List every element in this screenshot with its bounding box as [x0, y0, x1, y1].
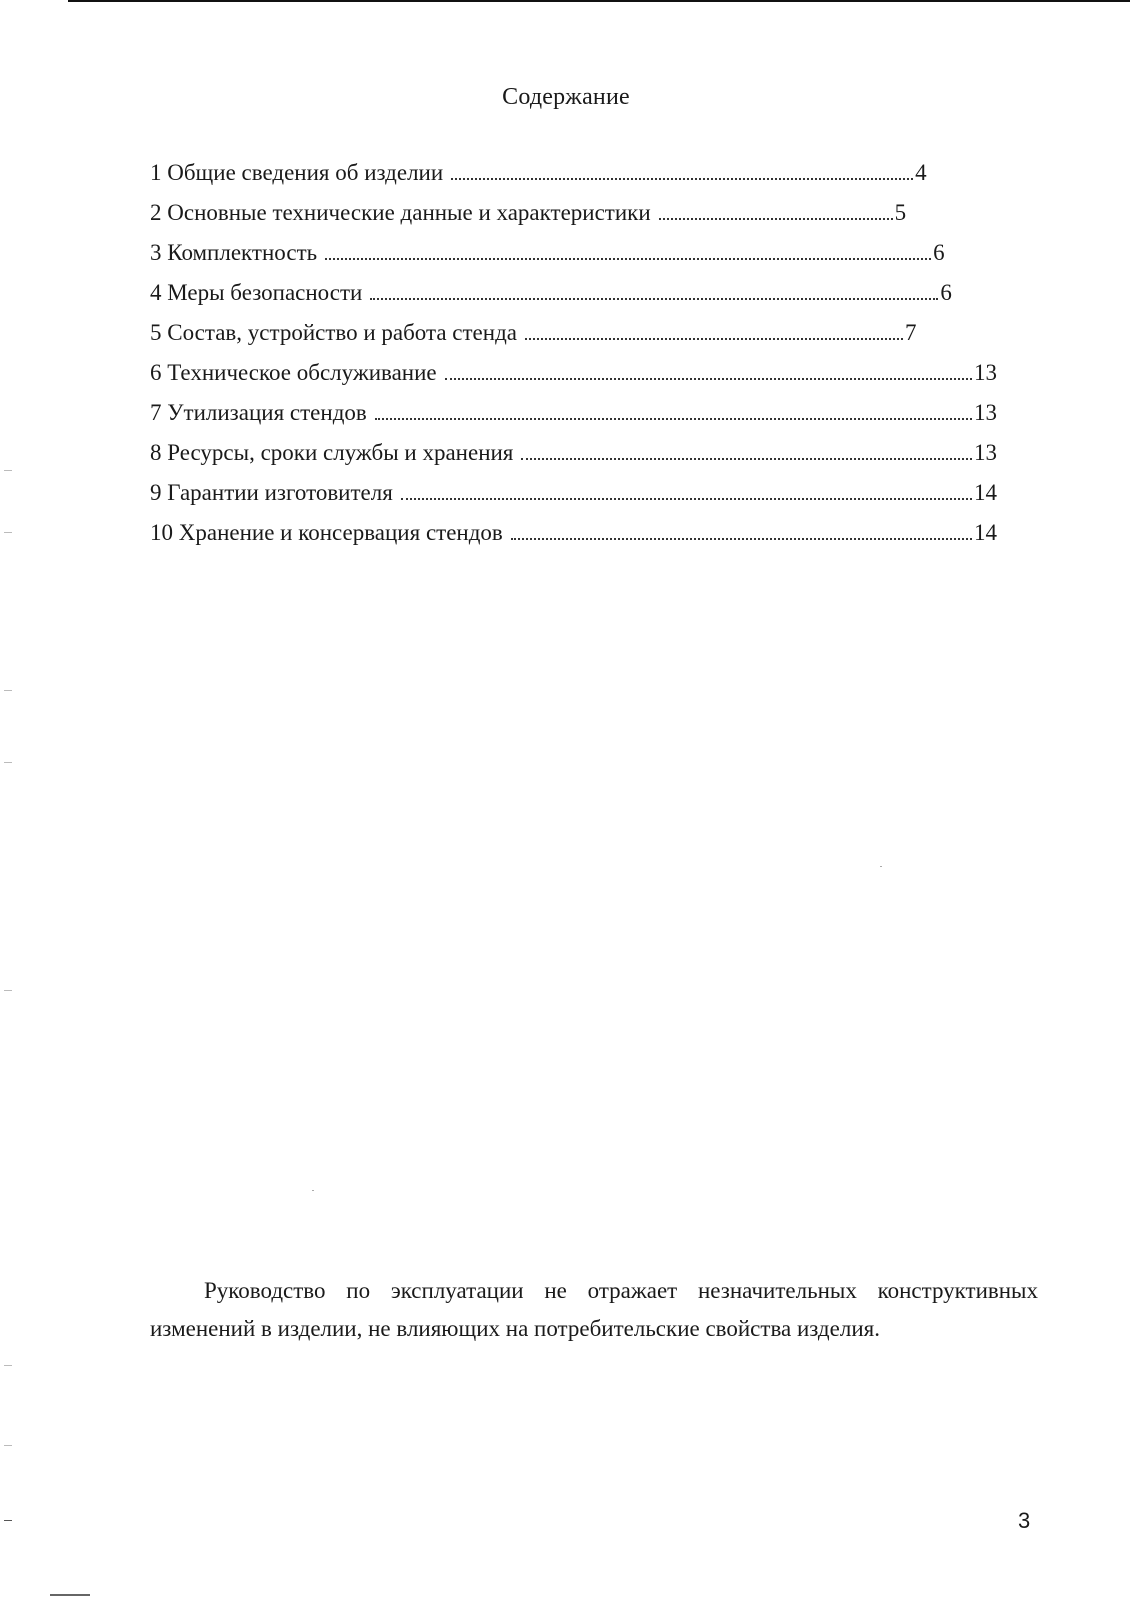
- manual-notice-paragraph: Руководство по эксплуатации не отражает незначительных конструктивных изменений в изделии, не влияющих на потребительские свойства изделия.: [150, 1278, 1038, 1341]
- dot-leader: [401, 498, 972, 500]
- page-number: 3: [1018, 1508, 1031, 1533]
- dot-leader: [370, 298, 938, 300]
- toc-entry-page: 14: [974, 520, 997, 545]
- toc-entry-page: 6: [940, 280, 952, 305]
- dot-leader: [445, 378, 972, 380]
- toc-entry-label: 4 Меры безопасности: [150, 280, 363, 305]
- dot-leader: [511, 538, 972, 540]
- scan-artifact: [4, 1365, 12, 1366]
- toc-entry-label: 7 Утилизация стендов: [150, 400, 367, 425]
- scan-artifact: [4, 1520, 12, 1521]
- toc-entry-label: 3 Комплектность: [150, 240, 318, 265]
- toc-entry-technical-data[interactable]: [150, 200, 1010, 240]
- scan-artifact: [4, 690, 12, 691]
- top-border-line: [68, 0, 1130, 2]
- toc-entry-page: 4: [915, 160, 927, 185]
- toc-list: [150, 160, 1010, 560]
- dot-leader: [521, 458, 972, 460]
- scan-speck: [880, 866, 882, 867]
- toc-entry-label: 6 Техническое обслуживание: [150, 360, 437, 385]
- toc-entry-label: 5 Состав, устройство и работа стенда: [150, 320, 517, 345]
- dot-leader: [525, 338, 903, 340]
- toc-entry-page: 13: [974, 400, 997, 425]
- scan-artifact: [4, 470, 12, 471]
- toc-entry-disposal[interactable]: [150, 400, 1010, 440]
- toc-entry-page: 6: [933, 240, 945, 265]
- toc-title: Содержание: [502, 84, 630, 110]
- toc-entry-page: 7: [904, 320, 917, 345]
- toc-entry-warranty[interactable]: [150, 480, 1010, 520]
- toc-entry-label: 2 Основные технические данные и характеристики: [150, 200, 651, 225]
- bottom-scan-mark: [50, 1594, 90, 1596]
- toc-entry-label: 1 Общие сведения об изделии: [150, 160, 444, 185]
- toc-entry-label: 8 Ресурсы, сроки службы и хранения: [150, 440, 514, 465]
- dot-leader: [659, 218, 893, 220]
- toc-entry-completeness[interactable]: [150, 240, 1010, 280]
- toc-entry-safety[interactable]: [150, 280, 1010, 320]
- toc-entry-label: 10 Хранение и консервация стендов: [150, 520, 503, 545]
- toc-entry-label: 9 Гарантии изготовителя: [150, 480, 393, 505]
- toc-entry-general-info[interactable]: [150, 160, 1010, 200]
- scan-artifact: [4, 1445, 12, 1446]
- toc-entry-page: 14: [974, 480, 997, 505]
- scan-artifact: [4, 532, 12, 533]
- toc-entry-storage[interactable]: [150, 520, 1010, 560]
- toc-entry-maintenance[interactable]: [150, 360, 1010, 400]
- scan-artifact: [4, 990, 12, 991]
- dot-leader: [451, 178, 913, 180]
- toc-entry-composition[interactable]: [150, 320, 1010, 360]
- toc-entry-page: 13: [974, 440, 997, 465]
- scan-artifact: [4, 762, 12, 763]
- scan-speck: [312, 1190, 314, 1191]
- dot-leader: [375, 418, 972, 420]
- toc-entry-resources[interactable]: [150, 440, 1010, 480]
- toc-entry-page: 5: [894, 200, 907, 225]
- dot-leader: [325, 258, 931, 260]
- toc-entry-page: 13: [974, 360, 997, 385]
